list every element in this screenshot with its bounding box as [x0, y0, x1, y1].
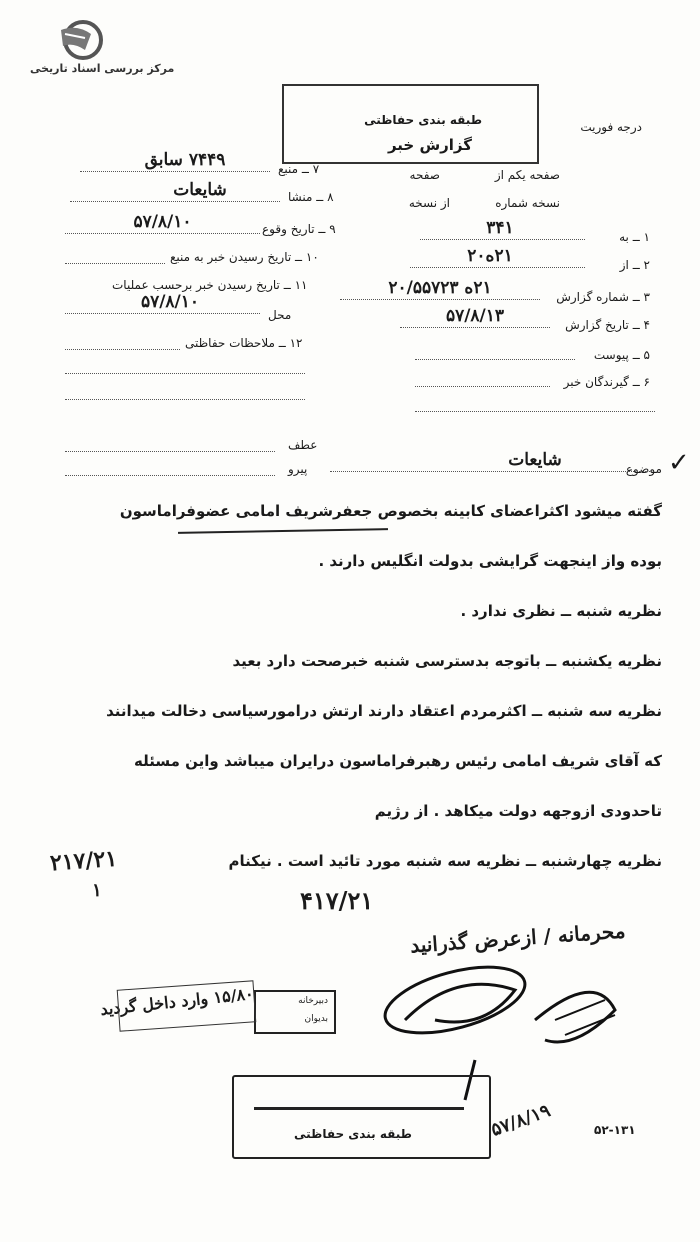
field-line	[415, 385, 550, 387]
handwritten-box	[117, 980, 257, 1031]
field-recipients-label: ۶ ــ گیرندگان خبر	[563, 375, 650, 389]
bottom-stamp-label: طبقه بندی حفاظتی	[294, 1127, 412, 1141]
stamp-bar	[254, 1107, 464, 1110]
field-line	[65, 474, 275, 476]
classification-label: طبقه بندی حفاظتی	[364, 113, 482, 127]
field-line	[70, 200, 280, 202]
field-line	[80, 170, 270, 172]
reference-peyro-label: پیرو	[288, 462, 308, 476]
field-page-label: صفحه یکم از	[494, 168, 560, 182]
secretariat-stamp-box	[254, 990, 336, 1034]
field-line	[65, 232, 260, 234]
field-report-number-value: ۲۱ه ۲۰/۵۵۷۲۳	[388, 278, 492, 298]
field-report-number-label: ۳ ــ شماره گزارش	[556, 290, 650, 304]
form-title: گزارش خبر	[387, 136, 472, 154]
ref-number-left: ۲۱۷/۲۱	[49, 845, 118, 877]
field-line	[65, 450, 275, 452]
field-line	[415, 358, 575, 360]
field-line	[65, 372, 305, 374]
field-from-label: ۲ ــ از	[619, 258, 650, 272]
field-place-value: ۵۷/۸/۱۰	[140, 292, 200, 312]
underline-mark	[178, 528, 388, 534]
field-line	[65, 348, 180, 350]
checkmark-icon: ✓	[668, 448, 690, 478]
subject-value: شایعات	[508, 450, 562, 470]
field-copy-value: از نسخه	[408, 196, 450, 210]
body-line-8: نظریه چهارشنبه ــ نظریه سه شنبه مورد تائید است . نیکنام	[228, 852, 662, 870]
field-line	[330, 470, 650, 472]
field-line	[65, 398, 305, 400]
field-copy-label: نسخه شماره	[495, 196, 560, 210]
field-line	[420, 238, 585, 240]
bottom-classification-stamp	[232, 1075, 491, 1159]
body-line-1: گفته میشود اکثراعضای کابینه بخصوص جعفرشریف امامی عضوفراماسون	[119, 502, 662, 520]
body-line-2: بوده واز اینجهت گرایشی بدولت انگلیس دارند .	[318, 552, 662, 570]
field-line	[400, 326, 550, 328]
reference-atf-label: عطف	[288, 438, 318, 452]
body-line-4: نظریه یکشنبه ــ باتوجه بدسترسی شنبه خبرصحت دارد بعید	[232, 652, 662, 670]
body-line-6: که آقای شریف امامی رئیس رهبرفراماسون درایران میباشد واین مسئله	[134, 752, 662, 770]
field-to-label: ۱ ــ به	[619, 230, 650, 244]
field-remarks-label: ۱۲ ــ ملاحظات حفاظتی	[185, 336, 303, 350]
field-report-date-value: ۵۷/۸/۱۳	[445, 306, 505, 326]
field-received-label: ۱۰ ــ تاریخ رسیدن خبر به منبع	[170, 250, 319, 264]
field-occurrence-label: ۹ ــ تاریخ وقوع	[262, 222, 336, 236]
field-origin-label: ۸ ــ منشا	[288, 190, 334, 204]
field-line	[340, 298, 540, 300]
urgency-label: درجه فوریت	[580, 120, 642, 134]
field-attachment-label: ۵ ــ پیوست	[593, 348, 650, 362]
field-operations-label: ۱۱ ــ تاریخ رسیدن خبر برحسب عملیات	[112, 278, 308, 292]
field-place-label: محل	[268, 308, 292, 322]
body-line-5: نظریه سه شنبه ــ اکثرمردم اعتقاد دارند ارتش درامورسیاسی دخالت میدانند	[106, 702, 662, 720]
date-note: ۵۷/۸/۱۹	[488, 1100, 554, 1141]
handwritten-note: محرمانه / ازعرض گذرانید	[409, 918, 627, 958]
field-line	[65, 312, 260, 314]
secretariat-line2: بدیوان	[304, 1014, 328, 1024]
field-line	[65, 262, 165, 264]
field-source-label: ۷ ــ منبع	[278, 162, 320, 176]
body-line-7: تاحدودی ازوجهه دولت میکاهد . از رژیم	[374, 802, 662, 820]
field-to-value: ۳۴۱	[486, 218, 514, 238]
ref-number-center: ۴۱۷/۲۱	[300, 886, 374, 915]
field-report-date-label: ۴ ــ تاریخ گزارش	[565, 318, 650, 332]
archive-logo-icon	[55, 20, 103, 62]
archive-name: مرکز بررسی اسناد تاریخی	[30, 62, 175, 75]
field-line	[410, 266, 585, 268]
field-from-value: ۲۱ه۲۰	[467, 246, 513, 266]
field-line	[415, 410, 655, 412]
secretariat-line1: دبیرخانه	[298, 996, 328, 1006]
field-occurrence-value: ۵۷/۸/۱۰	[133, 212, 192, 232]
form-code: ۵۲-۱۳۱	[594, 1123, 636, 1137]
field-source-value: ۷۴۴۹ سابق	[144, 150, 226, 170]
secretariat-handwritten: ۱۵/۸۰ وارد داخل گردید	[99, 984, 255, 1019]
classification-stamp-box	[282, 84, 539, 164]
field-origin-value: شایعات	[173, 180, 227, 200]
field-page-value: صفحه	[409, 168, 440, 182]
ref-number-sub: ۱	[92, 880, 102, 901]
body-line-3: نظریه شنبه ــ نظری ندارد .	[460, 602, 662, 620]
subject-label: موضوع	[625, 462, 662, 476]
